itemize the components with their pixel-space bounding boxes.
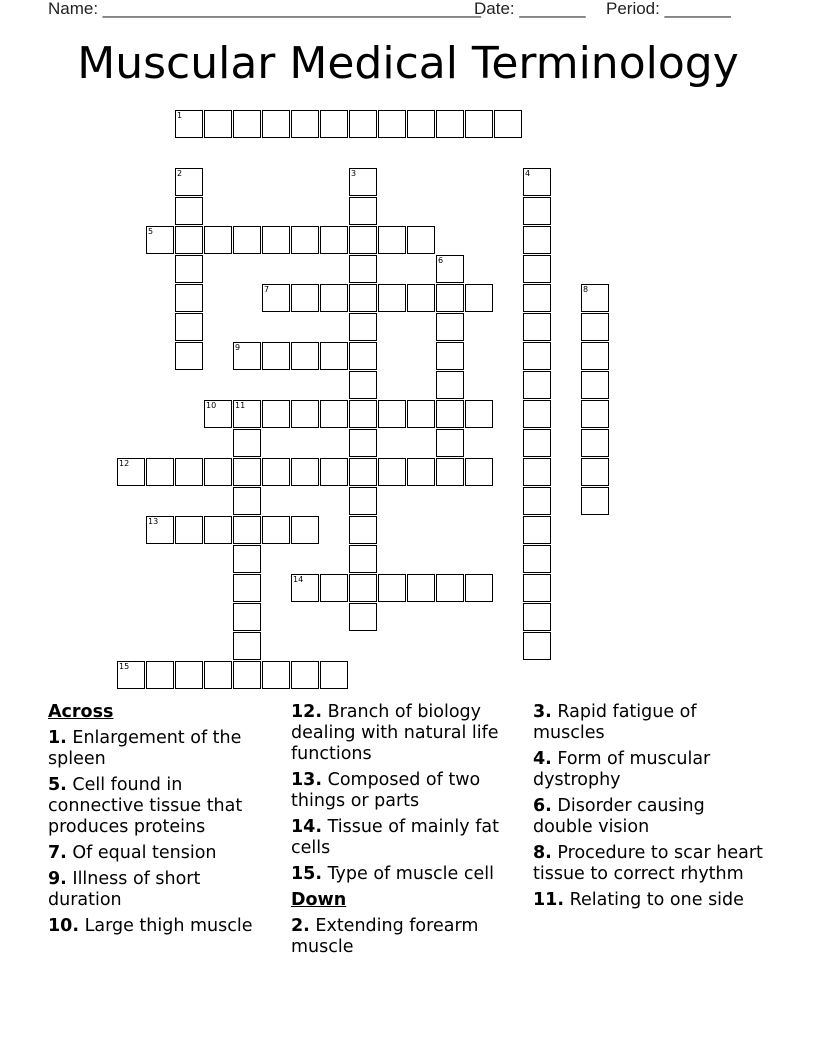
grid-cell[interactable] [523, 342, 551, 370]
grid-cell[interactable] [291, 284, 319, 312]
grid-cell[interactable] [523, 371, 551, 399]
grid-cell[interactable] [233, 487, 261, 515]
grid-cell[interactable] [349, 603, 377, 631]
grid-cell[interactable] [494, 110, 522, 138]
cell-number: 13 [148, 517, 159, 526]
grid-cell[interactable] [523, 458, 551, 486]
grid-cell[interactable] [204, 226, 232, 254]
cell-number: 1 [177, 111, 183, 120]
grid-cell[interactable] [320, 574, 348, 602]
cell-number: 4 [525, 169, 531, 178]
grid-cell[interactable] [349, 458, 377, 486]
grid-cell[interactable] [436, 284, 464, 312]
grid-cell[interactable] [233, 632, 261, 660]
grid-cell[interactable] [436, 429, 464, 457]
clue-across-9: 9. Illness of short duration [48, 869, 201, 910]
grid-cell[interactable] [523, 313, 551, 341]
grid-cell[interactable] [175, 342, 203, 370]
grid-cell[interactable] [436, 371, 464, 399]
cell-number: 5 [148, 227, 154, 236]
grid-cell[interactable] [204, 516, 232, 544]
grid-cell[interactable] [407, 226, 435, 254]
grid-cell[interactable] [349, 429, 377, 457]
clue-down-11: 11. Relating to one side [533, 890, 744, 910]
grid-cell[interactable] [523, 255, 551, 283]
grid-cell[interactable] [291, 110, 319, 138]
grid-cell[interactable] [320, 400, 348, 428]
grid-cell[interactable] [175, 313, 203, 341]
grid-cell[interactable] [262, 458, 290, 486]
grid-cell[interactable] [378, 574, 406, 602]
clue-down-2: 2. Extending forearm muscle [291, 916, 479, 957]
cell-number: 6 [438, 256, 444, 265]
cell-number: 8 [583, 285, 589, 294]
grid-cell[interactable] [523, 226, 551, 254]
grid-cell[interactable] [233, 603, 261, 631]
grid-cell[interactable] [465, 458, 493, 486]
grid-cell[interactable] [523, 574, 551, 602]
grid-cell[interactable] [320, 110, 348, 138]
grid-cell[interactable] [349, 313, 377, 341]
grid-cell[interactable] [233, 545, 261, 573]
grid-cell[interactable] [320, 284, 348, 312]
grid-cell[interactable] [349, 197, 377, 225]
grid-cell[interactable] [581, 313, 609, 341]
grid-cell[interactable] [523, 197, 551, 225]
cell-number: 7 [264, 285, 270, 294]
grid-cell[interactable] [175, 226, 203, 254]
grid-cell[interactable] [233, 661, 261, 689]
grid-cell[interactable] [349, 284, 377, 312]
grid-cell[interactable] [407, 110, 435, 138]
cell-number: 2 [177, 169, 183, 178]
grid-cell[interactable] [146, 661, 174, 689]
down-heading: Down [291, 890, 347, 910]
grid-cell[interactable] [175, 458, 203, 486]
grid-cell[interactable] [523, 400, 551, 428]
cell-number: 11 [235, 401, 246, 410]
grid-cell[interactable] [465, 284, 493, 312]
grid-cell[interactable] [349, 226, 377, 254]
grid-cell[interactable] [349, 255, 377, 283]
grid-cell[interactable] [378, 110, 406, 138]
grid-cell[interactable] [320, 342, 348, 370]
name-field-label[interactable]: Name: ________________________________________ [48, 0, 481, 18]
grid-cell[interactable] [436, 313, 464, 341]
grid-cell[interactable] [291, 400, 319, 428]
grid-cell[interactable] [436, 110, 464, 138]
grid-cell[interactable] [436, 458, 464, 486]
grid-cell[interactable] [233, 429, 261, 457]
grid-cell[interactable] [349, 342, 377, 370]
clue-across-10: 10. Large thigh muscle [48, 916, 253, 936]
grid-cell[interactable] [523, 545, 551, 573]
grid-cell[interactable] [349, 516, 377, 544]
grid-cell[interactable] [175, 197, 203, 225]
grid-cell[interactable] [262, 342, 290, 370]
grid-cell[interactable] [407, 400, 435, 428]
grid-cell[interactable] [146, 458, 174, 486]
grid-cell[interactable] [233, 574, 261, 602]
grid-cell[interactable] [204, 661, 232, 689]
cell-number: 10 [206, 401, 217, 410]
grid-cell[interactable] [523, 284, 551, 312]
grid-cell[interactable] [233, 110, 261, 138]
grid-cell[interactable] [407, 574, 435, 602]
period-field-label[interactable]: Period: _______ [606, 0, 731, 18]
grid-cell[interactable] [320, 661, 348, 689]
grid-cell[interactable] [320, 226, 348, 254]
grid-cell[interactable] [436, 342, 464, 370]
grid-cell[interactable] [349, 487, 377, 515]
grid-cell[interactable] [581, 487, 609, 515]
clue-across-12: 12. Branch of biology dealing with natural life functions [291, 702, 499, 764]
grid-cell[interactable] [581, 342, 609, 370]
grid-cell[interactable] [262, 661, 290, 689]
grid-cell[interactable] [436, 400, 464, 428]
cell-number: 15 [119, 662, 130, 671]
clue-down-4: 4. Form of muscular dystrophy [533, 749, 711, 790]
grid-cell[interactable] [465, 110, 493, 138]
clue-across-13: 13. Composed of two things or parts [291, 770, 481, 811]
clue-down-8: 8. Procedure to scar heart tissue to correct rhythm [533, 843, 763, 884]
grid-cell[interactable] [233, 516, 261, 544]
grid-cell[interactable] [378, 226, 406, 254]
cell-number: 9 [235, 343, 241, 352]
grid-cell[interactable] [233, 458, 261, 486]
clues-column-2 [291, 702, 523, 963]
grid-cell[interactable] [291, 342, 319, 370]
grid-cell[interactable] [581, 458, 609, 486]
grid-cell[interactable] [349, 400, 377, 428]
clue-down-6: 6. Disorder causing double vision [533, 796, 705, 837]
grid-cell[interactable] [262, 516, 290, 544]
grid-cell[interactable] [262, 400, 290, 428]
date-field-label[interactable]: Date: _______ [474, 0, 586, 18]
cell-number: 14 [293, 575, 304, 584]
grid-cell[interactable] [581, 429, 609, 457]
grid-cell[interactable] [523, 429, 551, 457]
grid-cell[interactable] [175, 516, 203, 544]
grid-cell[interactable] [320, 458, 348, 486]
clue-across-7: 7. Of equal tension [48, 843, 217, 863]
grid-cell[interactable] [349, 371, 377, 399]
grid-cell[interactable] [523, 516, 551, 544]
clue-down-3: 3. Rapid fatigue of muscles [533, 702, 697, 743]
grid-cell[interactable] [407, 284, 435, 312]
grid-cell[interactable] [291, 458, 319, 486]
grid-cell[interactable] [378, 284, 406, 312]
grid-cell[interactable] [436, 574, 464, 602]
across-heading: Across [48, 702, 114, 722]
grid-cell[interactable] [523, 603, 551, 631]
grid-cell[interactable] [262, 226, 290, 254]
clue-across-15: 15. Type of muscle cell [291, 864, 494, 884]
clue-across-14: 14. Tissue of mainly fat cells [291, 817, 499, 858]
grid-cell[interactable] [378, 400, 406, 428]
grid-cell[interactable] [465, 400, 493, 428]
grid-cell[interactable] [349, 574, 377, 602]
grid-cell[interactable] [262, 110, 290, 138]
grid-cell[interactable] [523, 632, 551, 660]
clues-column-1 [48, 702, 276, 942]
cell-number: 12 [119, 459, 130, 468]
grid-cell[interactable] [523, 487, 551, 515]
cell-number: 3 [351, 169, 357, 178]
grid-cell[interactable] [291, 226, 319, 254]
grid-cell[interactable] [465, 574, 493, 602]
grid-cell[interactable] [175, 255, 203, 283]
grid-cell[interactable] [204, 458, 232, 486]
grid-cell[interactable] [378, 458, 406, 486]
grid-cell[interactable] [349, 545, 377, 573]
grid-cell[interactable] [233, 226, 261, 254]
clue-across-5: 5. Cell found in connective tissue that produces proteins [48, 775, 243, 837]
grid-cell[interactable] [175, 284, 203, 312]
grid-cell[interactable] [291, 661, 319, 689]
page-title: Muscular Medical Terminology [77, 38, 739, 89]
grid-cell[interactable] [175, 661, 203, 689]
grid-cell[interactable] [349, 110, 377, 138]
grid-cell[interactable] [291, 516, 319, 544]
clue-across-1: 1. Enlargement of the spleen [48, 728, 242, 769]
grid-cell[interactable] [581, 400, 609, 428]
grid-cell[interactable] [204, 110, 232, 138]
clues-column-3 [533, 702, 765, 916]
grid-cell[interactable] [407, 458, 435, 486]
grid-cell[interactable] [581, 371, 609, 399]
